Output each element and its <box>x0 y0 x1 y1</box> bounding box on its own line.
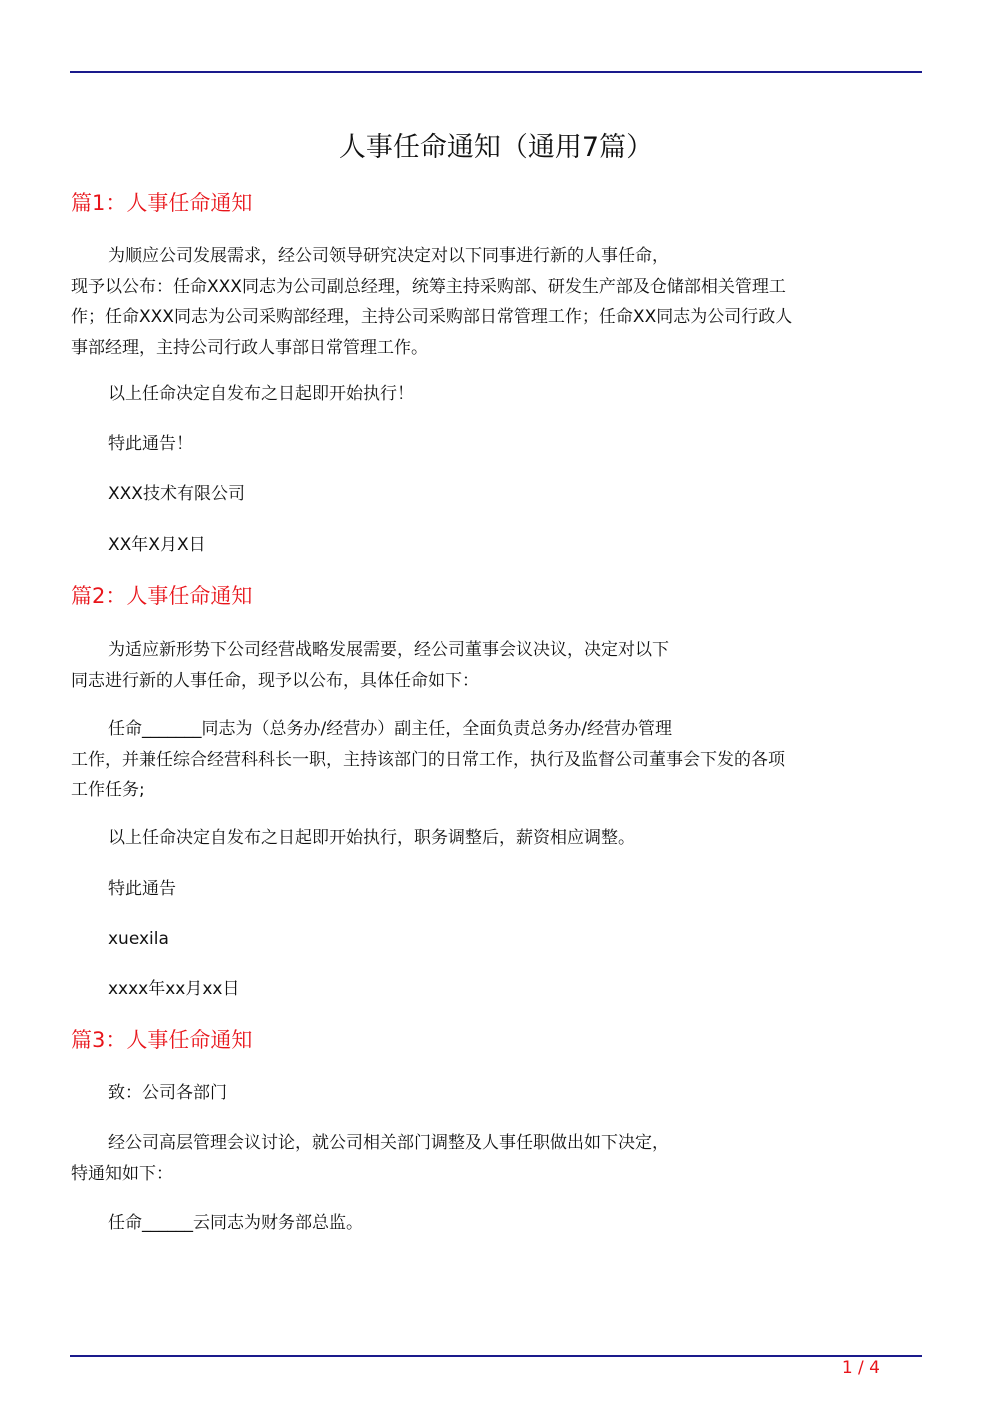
document-title: 人事任命通知（通用7篇） <box>338 132 654 163</box>
section-heading: 篇3：人事任命通知 <box>71 1028 253 1052</box>
paragraph-line: 特此通告！ <box>108 434 193 454</box>
paragraph-line: 工作任务; <box>71 780 145 800</box>
paragraph-line: 特此通告 <box>108 879 176 899</box>
paragraph <box>71 241 923 363</box>
paragraph <box>71 924 923 955</box>
paragraph-line: 以上任命决定自发布之日起即开始执行！ <box>108 384 414 404</box>
page-indicator: 1 / 4 <box>841 1358 880 1378</box>
paragraph <box>71 823 923 854</box>
paragraph-line: xuexila <box>108 929 169 949</box>
paragraph-line: 工作，并兼任综合经营科科长一职，主持该部门的日常工作，执行及监督公司董事会下发的各项 <box>71 749 785 770</box>
paragraph-line: XX年X月X日 <box>108 535 206 555</box>
paragraph-line: 特通知如下： <box>71 1163 173 1184</box>
paragraph-line: 致：公司各部门 <box>108 1083 227 1103</box>
paragraph <box>71 530 923 561</box>
paragraph <box>71 874 923 905</box>
paragraph-line: 以上任命决定自发布之日起即开始执行，职务调整后，薪资相应调整。 <box>108 828 635 848</box>
paragraph-line: 作；任命XXX同志为公司采购部经理，主持公司采购部日常管理工作；任命XX同志为公司行政人 <box>71 307 793 327</box>
paragraph-line: 同志进行新的人事任命，现予以公布，具体任命如下： <box>71 670 479 691</box>
paragraph <box>71 379 923 410</box>
header-rule <box>70 71 922 73</box>
paragraph <box>71 974 923 1005</box>
paragraph-line: 任命______云同志为财务部总监。 <box>108 1213 363 1233</box>
paragraph <box>71 1078 923 1109</box>
paragraph-line: 事部经理，主持公司行政人事部日常管理工作。 <box>71 337 428 358</box>
paragraph-line: 任命_______同志为（总务办/经营办）副主任，全面负责总务办/经营办管理 <box>108 719 672 739</box>
paragraph-line: 现予以公布：任命XXX同志为公司副总经理，统筹主持采购部、研发生产部及仓储部相关管理工 <box>71 276 786 297</box>
paragraph-line: 经公司高层管理会议讨论，就公司相关部门调整及人事任职做出如下决定， <box>108 1133 669 1153</box>
paragraph <box>71 1208 923 1239</box>
section-heading: 篇1：人事任命通知 <box>71 191 253 215</box>
paragraph <box>71 635 923 696</box>
paragraph <box>71 714 923 806</box>
paragraph-line: XXX技术有限公司 <box>108 484 245 504</box>
paragraph-line: xxxx年xx月xx日 <box>108 979 240 999</box>
paragraph <box>71 429 923 460</box>
section-heading: 篇2：人事任命通知 <box>71 584 253 608</box>
paragraph-line: 为顺应公司发展需求，经公司领导研究决定对以下同事进行新的人事任命， <box>108 246 669 266</box>
paragraph <box>71 1128 923 1189</box>
paragraph <box>71 479 923 510</box>
footer-rule <box>70 1355 922 1357</box>
paragraph-line: 为适应新形势下公司经营战略发展需要，经公司董事会议决议，决定对以下 <box>108 640 669 660</box>
